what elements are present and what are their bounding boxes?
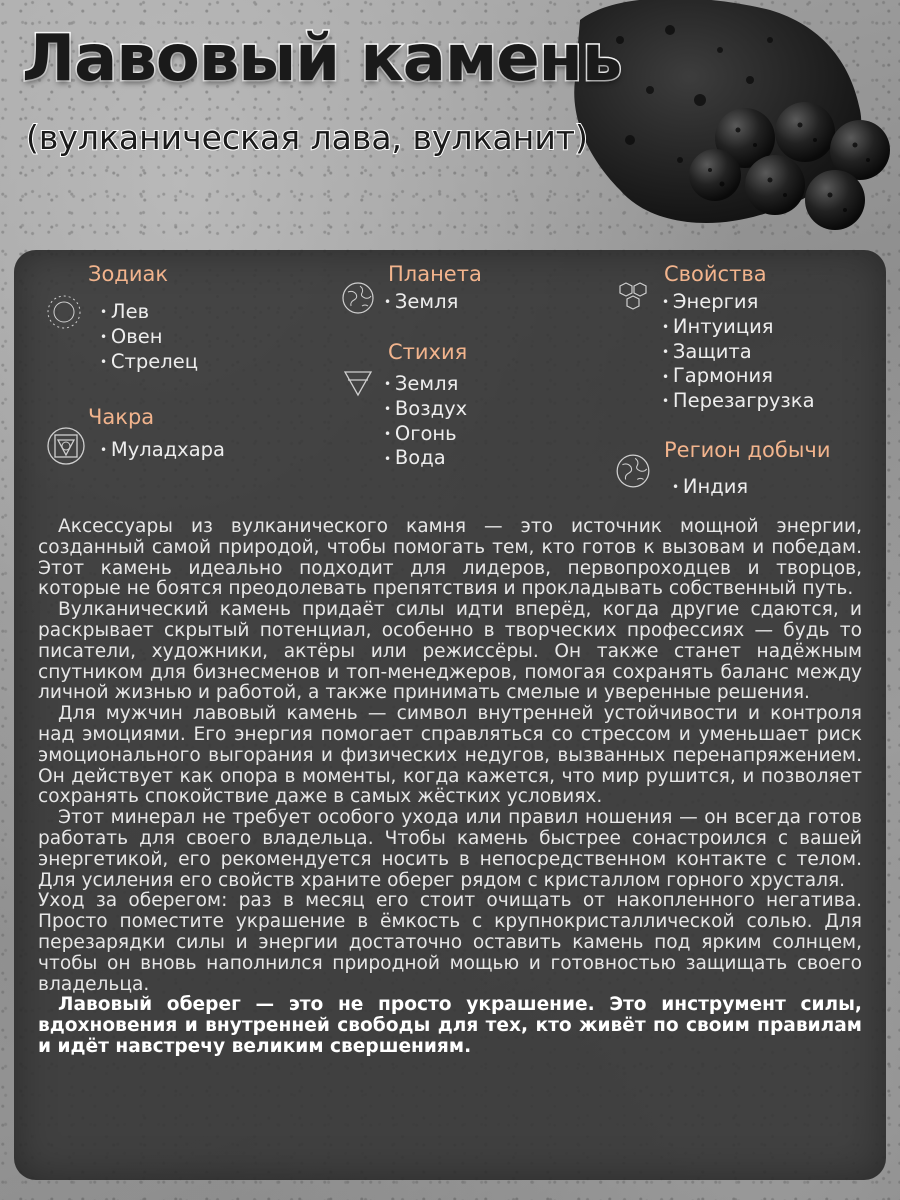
list-item: • Земля (384, 290, 458, 315)
list-item: • Земля (384, 372, 467, 397)
description-text (38, 517, 862, 1058)
planet-list (384, 290, 458, 315)
list-item: • Воздух (384, 397, 467, 422)
paragraph: Для мужчин лавовый камень — символ внутренней устойчивости и контроля над эмоциями. Его энергия помогает справляться со стрессом и уменьшает риск эмоционального выгорания и физических недугов, вызванных перенапряжением. Он действует как опора в моменты, когда кажется, что мир рушится, и позволяет сохранять спокойствие даже в самых жёстких условиях. (38, 703, 862, 808)
chakra-title: Чакра (88, 405, 155, 429)
properties-list (662, 290, 815, 414)
list-item: • Огонь (384, 422, 467, 447)
zodiac-title: Зодиак (88, 262, 169, 286)
page-subtitle: (вулканическая лава, вулканит) (26, 118, 588, 157)
chakra-list (100, 438, 225, 463)
paragraph: Вулканический камень придаёт силы идти вперёд, когда другие сдаются, и раскрывает скрытый потенциал, особенно в творческих профессиях — будь то писатели, художники, актёры или режиссёры. Он также станет надёжным спутником для бизнесменов и топ-менеджеров, помогая сохранять баланс между личной жизнью и работой, а также принимать смелые и уверенные решения. (38, 599, 862, 704)
element-list (384, 372, 467, 471)
globe-icon (340, 280, 376, 316)
element-title: Стихия (388, 340, 468, 364)
zodiac-icon (44, 292, 84, 332)
list-item: • Гармония (662, 364, 815, 389)
region-title: Регион добычи (664, 438, 831, 462)
list-item: • Защита (662, 340, 815, 365)
paragraph: Аксессуары из вулканического камня — это источник мощной энергии, созданный самой природой, чтобы помогать тем, кто готов к вызовам и победам. Этот камень идеально подходит для лидеров, первопроходцев и творцов, которые не боятся преодолевать препятствия и прокладывать собственный путь. (38, 516, 862, 600)
list-item: • Вода (384, 446, 467, 471)
list-item: • Овен (100, 325, 198, 350)
paragraph: Этот минерал не требует особого ухода или правил ношения — он всегда готов работать для своего владельца. Чтобы камень быстрее сонастроился с вашей энергетикой, его рекомендуется носить в непосредственном контакте с телом. Для усиления его свойств храните оберег рядом с кристаллом горного хрусталя. (38, 807, 862, 891)
list-item: • Энергия (662, 290, 815, 315)
hexagons-icon (612, 280, 658, 316)
closing-statement: Лавовый оберег — это не просто украшение. Это инструмент силы, вдохновения и внутренней свободы для тех, кто живёт по своим правилам и идёт навстречу великим свершениям. (38, 994, 862, 1057)
list-item: • Стрелец (100, 350, 198, 375)
chakra-icon (44, 424, 88, 468)
planet-title: Планета (388, 262, 482, 286)
zodiac-list (100, 300, 198, 374)
list-item: • Перезагрузка (662, 389, 815, 414)
list-item: • Индия (672, 475, 748, 500)
paragraph: Уход за оберегом: раз в месяц его стоит очищать от накопленного негатива. Просто поместите украшение в ёмкость с крупнокристаллической солью. Для перезарядки силы и энергии достаточно оставить камень под ярким солнцем, чтобы он вновь наполнился природной мощью и готовностью защищать своего владельца. (38, 890, 862, 995)
list-item: • Муладхара (100, 438, 225, 463)
page-title: Лавовый камень (22, 22, 622, 96)
properties-title: Свойства (664, 262, 767, 286)
region-list (672, 475, 748, 500)
list-item: • Интуиция (662, 315, 815, 340)
earth-element-icon (342, 368, 374, 398)
list-item: • Лев (100, 300, 198, 325)
globe-icon (614, 452, 652, 490)
